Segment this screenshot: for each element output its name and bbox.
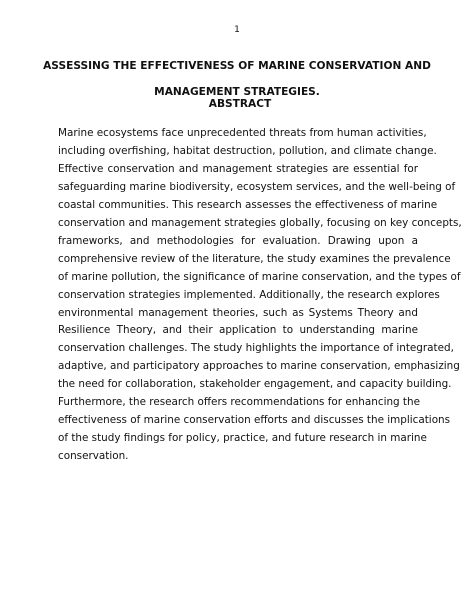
abstract-line: of marine pollution, the significance of marine conservation, and the types of (58, 270, 461, 283)
abstract-line: adaptive, and participatory approaches to marine conservation, emphasizing (58, 360, 460, 373)
abstract-line: Resilience Theory, and their application to understanding marine (58, 324, 418, 337)
abstract-line: frameworks, and methodologies for evaluation. Drawing upon a (58, 234, 418, 247)
title-line-2: MANAGEMENT STRATEGIES. (154, 86, 320, 98)
abstract-heading: ABSTRACT (208, 98, 272, 110)
abstract-line: Marine ecosystems face unprecedented threats from human activities, (58, 127, 427, 139)
abstract-line: Effective conservation and management strategies are essential for (58, 162, 418, 175)
abstract-line: coastal communities. This research assesses the effectiveness of marine (58, 198, 438, 211)
page-number: 1 (234, 25, 240, 35)
abstract-line: effectiveness of marine conservation efforts and discusses the implications (58, 414, 451, 427)
abstract-line: conservation strategies implemented. Additionally, the research explores (58, 288, 440, 301)
abstract-line: conservation. (58, 450, 129, 463)
abstract-line: the need for collaboration, stakeholder engagement, and capacity building. (58, 378, 452, 391)
abstract-line: of the study findings for policy, practice, and future research in marine (58, 432, 427, 445)
title-line-1: ASSESSING THE EFFECTIVENESS OF MARINE CONSERVATION AND (43, 60, 431, 72)
abstract-line: including overfishing, habitat destruction, pollution, and climate change. (58, 144, 437, 157)
abstract-line: comprehensive review of the literature, the study examines the prevalence (58, 252, 451, 265)
abstract-paragraph (58, 125, 462, 466)
abstract-line: conservation and management strategies globally, focusing on key concepts, (58, 216, 462, 229)
abstract-line: environmental management theories, such as Systems Theory and (58, 306, 418, 319)
abstract-line: Furthermore, the research offers recommendations for enhancing the (58, 396, 420, 409)
abstract-line: safeguarding marine biodiversity, ecosystem services, and the well-being of (58, 180, 456, 193)
abstract-line: conservation challenges. The study highlights the importance of integrated, (58, 342, 454, 355)
